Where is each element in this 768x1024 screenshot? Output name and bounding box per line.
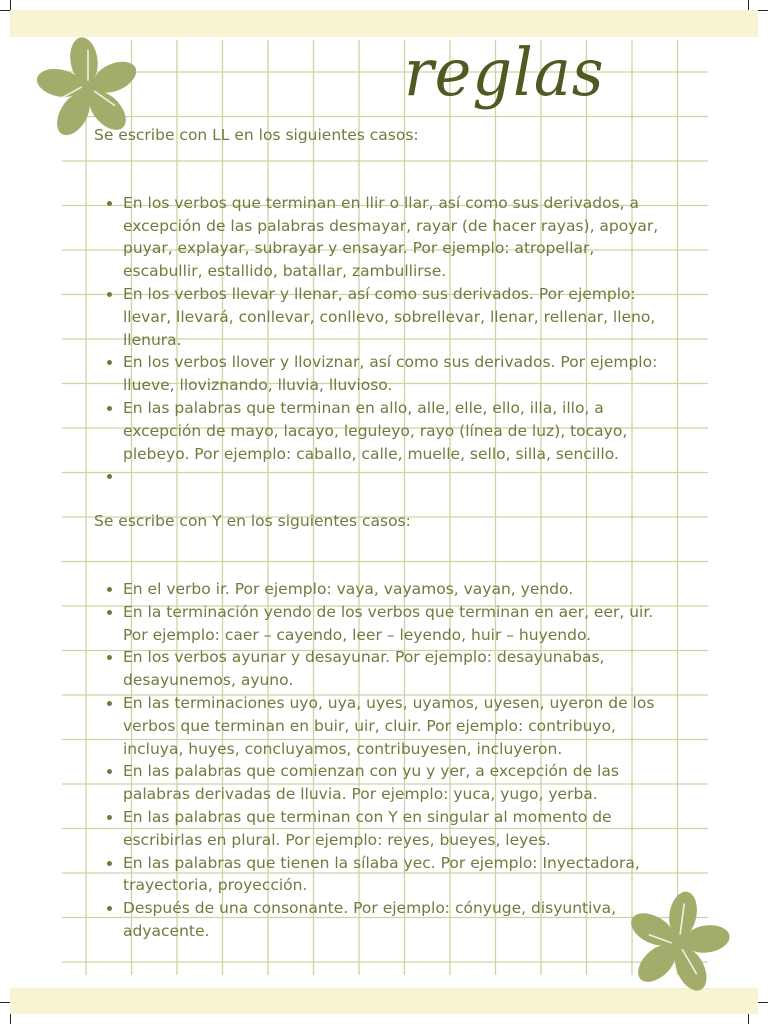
list-item: • En las palabras que terminan en allo, alle, elle, ello, illa, illo, a excepción de mayo, lacayo, leguleyo, rayo (línea de luz), tocayo, plebeyo. Por ejemplo: caballo, calle, muelle, sello, silla, sencillo. bbox=[123, 397, 674, 465]
rules-list-y bbox=[94, 578, 674, 943]
list-item: • En la terminación yendo de los verbos que terminan en aer, eer, uir. Por ejemplo: caer – cayendo, leer – leyendo, huir – huyendo. bbox=[123, 601, 674, 647]
list-item: • Después de una consonante. Por ejemplo: cónyuge, disyuntiva, adyacente. bbox=[123, 897, 674, 943]
rules-list-ll bbox=[94, 192, 674, 488]
content bbox=[94, 124, 674, 943]
list-item: • En las terminaciones uyo, uya, uyes, uyamos, uyesen, uyeron de los verbos que terminan en buir, uir, cluir. Por ejemplo: contribuyo, incluya, huyes, concluyamos, contribuyesen, incluyeron. bbox=[123, 692, 674, 760]
section-intro-y: Se escribe con Y en los siguientes casos: bbox=[94, 512, 411, 531]
page-title: reglas bbox=[404, 34, 605, 111]
list-item: • En las palabras que terminan con Y en singular al momento de escribirlas en plural. Por ejemplo: reyes, bueyes, leyes. bbox=[123, 806, 674, 852]
list-item: • En los verbos llevar y llenar, así como sus derivados. Por ejemplo: llevar, llevará, conllevar, conllevo, sobrellevar, llenar, rellenar, lleno, llenura. bbox=[123, 283, 674, 351]
list-item: • En los verbos llover y lloviznar, así como sus derivados. Por ejemplo: llueve, lloviznando, lluvia, lluvioso. bbox=[123, 351, 674, 397]
list-item: • En los verbos ayunar y desayunar. Por ejemplo: desayunabas, desayunemos, ayuno. bbox=[123, 646, 674, 692]
section-intro-ll: Se escribe con LL en los siguientes casos: bbox=[94, 126, 419, 144]
top-band bbox=[10, 10, 758, 37]
list-item bbox=[123, 465, 674, 488]
list-item: • En el verbo ir. Por ejemplo: vaya, vayamos, vayan, yendo. bbox=[123, 578, 674, 601]
list-item: • En las palabras que comienzan con yu y yer, a excepción de las palabras derivadas de lluvia. Por ejemplo: yuca, yugo, yerba. bbox=[123, 760, 674, 806]
list-item: • En los verbos que terminan en llir o llar, así como sus derivados, a excepción de las palabras desmayar, rayar (de hacer rayas), apoyar, puyar, explayar, subrayar y ensayar. Por ejemplo: atropellar, escabullir, estallido, batallar, zambullirse. bbox=[123, 192, 674, 283]
list-item: • En las palabras que tienen la sílaba yec. Por ejemplo: Inyectadora, trayectoria, proyección. bbox=[123, 852, 674, 898]
